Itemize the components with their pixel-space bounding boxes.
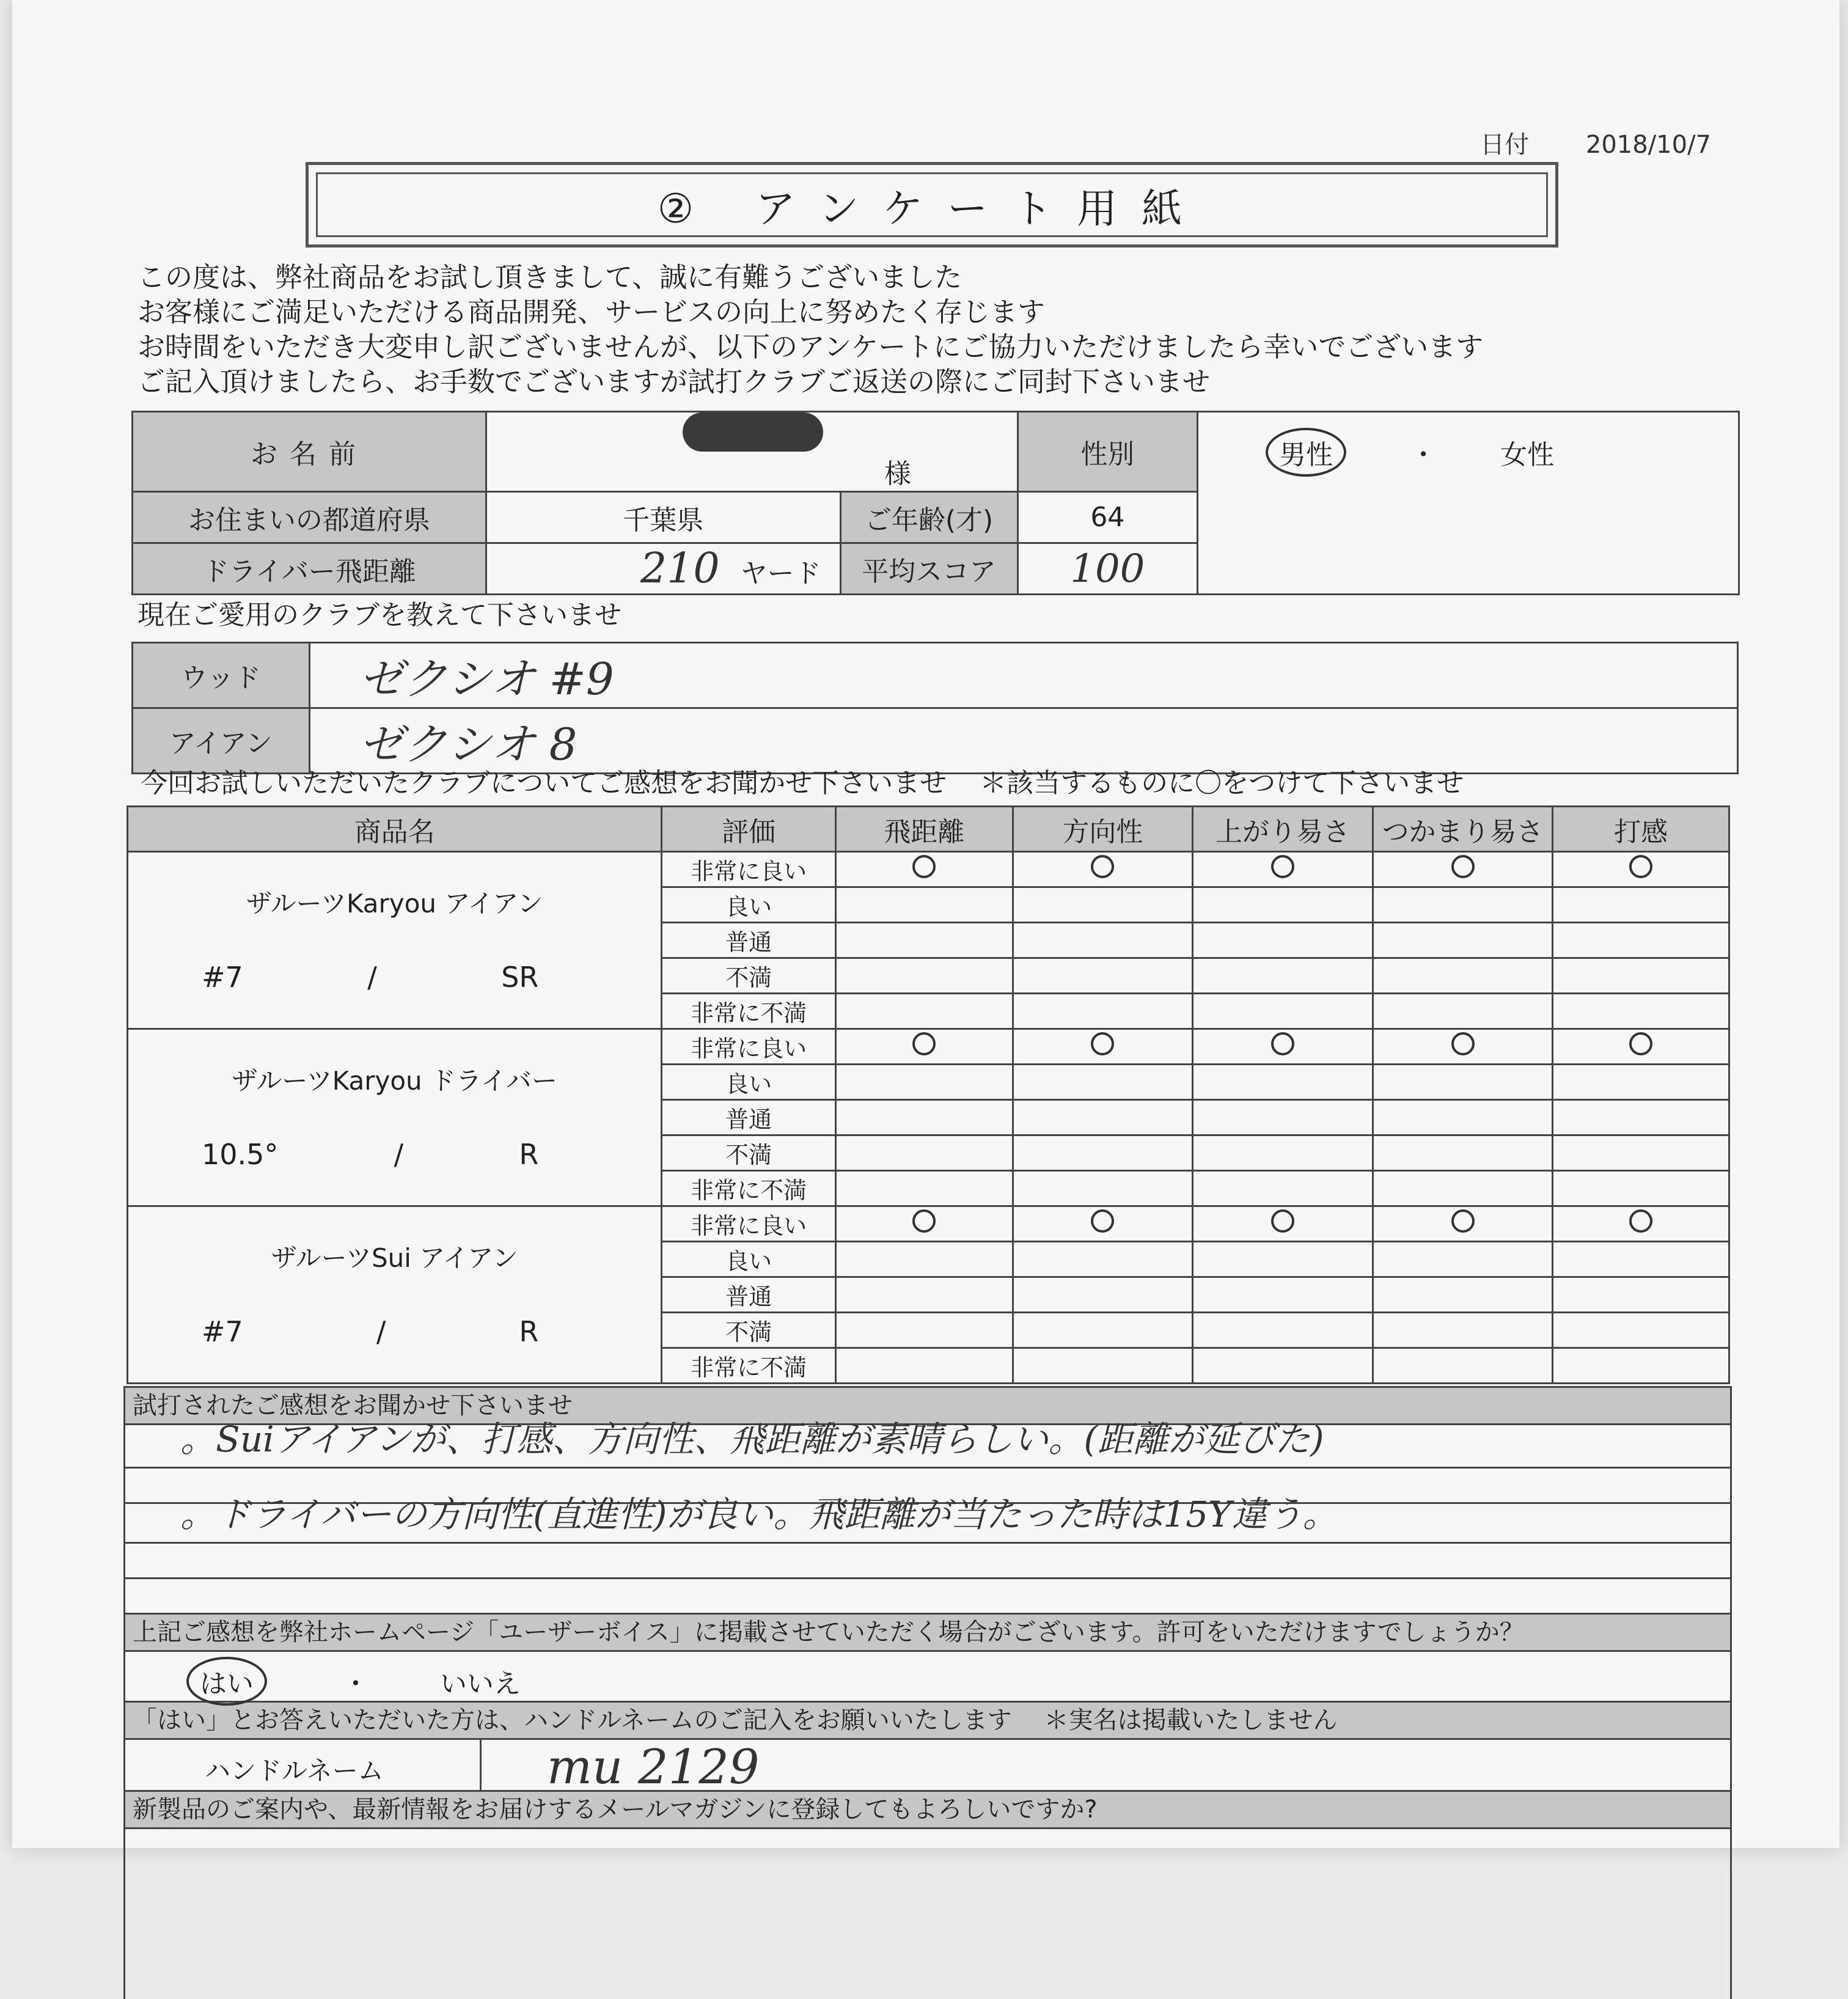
- rating-cell-launch[interactable]: [1193, 1206, 1373, 1242]
- check-circle-icon: [1629, 855, 1652, 878]
- rating-cell-grip[interactable]: [1373, 1171, 1553, 1206]
- rating-label: 非常に良い: [662, 1029, 836, 1065]
- rating-label: 良い: [662, 1242, 836, 1277]
- rating-cell-grip[interactable]: [1373, 1135, 1553, 1171]
- rating-cell-distance[interactable]: [835, 1313, 1013, 1348]
- blank-cell: [1198, 492, 1739, 595]
- product-spec2: R: [519, 1137, 539, 1171]
- rating-cell-direction[interactable]: [1013, 1100, 1193, 1135]
- rating-cell-direction[interactable]: [1013, 1029, 1193, 1065]
- product-slash: /: [367, 960, 377, 994]
- iron-value: ゼクシオ 8: [359, 719, 578, 770]
- rating-cell-distance[interactable]: [835, 1135, 1013, 1171]
- newsletter-question: 新製品のご案内や、最新情報をお届けするメールマガジンに登録してもよろしいですか?: [125, 1792, 1730, 1829]
- rating-row: [128, 852, 1729, 887]
- permission-sep: ・: [342, 1668, 369, 1700]
- permission-question: 上記ご感想を弊社ホームページ「ユーザーボイス」に掲載させていただく場合がございます。許可をいただけますでしょうか？: [125, 1615, 1730, 1652]
- product-name: ザルーツKaryou アイアン: [246, 888, 543, 919]
- handle-note-text: 「はい」とお答えいただいた方は、ハンドルネームのご記入をお願いいたします: [133, 1706, 1012, 1734]
- survey-sheet: [12, 0, 1839, 1848]
- rating-label: 不満: [662, 958, 836, 994]
- evaluation-heading: [141, 761, 1464, 800]
- rating-label: 良い: [662, 887, 836, 923]
- rating-cell-direction[interactable]: [1013, 1242, 1193, 1277]
- gender-male[interactable]: 男性: [1266, 428, 1346, 477]
- rating-row: [128, 1206, 1729, 1242]
- rating-cell-distance[interactable]: [835, 852, 1013, 887]
- evaluation-heading-note: ＊該当するものに〇をつけて下さいませ: [980, 768, 1464, 799]
- gender-label: 性別: [1018, 412, 1198, 492]
- rating-cell-launch[interactable]: [1193, 1348, 1373, 1384]
- rating-cell-direction[interactable]: [1013, 1135, 1193, 1171]
- personal-info-table: [131, 411, 1740, 595]
- rating-cell-grip[interactable]: [1373, 1029, 1553, 1065]
- rating-cell-grip[interactable]: [1373, 1348, 1553, 1384]
- product-cell: [128, 1206, 662, 1384]
- name-label: お名前: [133, 412, 486, 492]
- rating-cell-grip[interactable]: [1373, 1100, 1553, 1135]
- product-cell: [128, 852, 662, 1029]
- rating-cell-launch[interactable]: [1193, 1100, 1373, 1135]
- rating-cell-feel[interactable]: [1553, 994, 1729, 1029]
- handle-divider: [480, 1740, 482, 1790]
- check-circle-icon: [1271, 855, 1294, 878]
- col-distance: 飛距離: [835, 807, 1013, 852]
- rating-cell-direction[interactable]: [1013, 887, 1193, 923]
- rating-cell-direction[interactable]: [1013, 1348, 1193, 1384]
- current-clubs-table: [131, 642, 1739, 774]
- rating-label: 非常に良い: [662, 852, 836, 887]
- date-value: 2018/10/7: [1585, 131, 1711, 159]
- rating-cell-launch[interactable]: [1193, 1171, 1373, 1206]
- rating-cell-feel[interactable]: [1553, 1135, 1729, 1171]
- rating-label: 普通: [662, 923, 836, 958]
- rating-label: 非常に不満: [662, 1171, 836, 1206]
- handle-value[interactable]: mu 2129: [547, 1740, 760, 1795]
- handle-note: [125, 1703, 1730, 1740]
- rating-cell-distance[interactable]: [835, 994, 1013, 1029]
- permission-yes[interactable]: はい: [186, 1657, 267, 1706]
- gender-field[interactable]: [1198, 412, 1739, 492]
- rating-cell-feel[interactable]: [1553, 1313, 1729, 1348]
- rating-label: 非常に不満: [662, 994, 836, 1029]
- product-spec1: #7: [202, 1315, 243, 1348]
- rating-cell-grip[interactable]: [1373, 1242, 1553, 1277]
- handle-note-extra: ＊実名は掲載いたしません: [1044, 1706, 1338, 1734]
- gender-sep: ・: [1410, 439, 1437, 471]
- check-circle-icon: [912, 1209, 936, 1233]
- rating-cell-feel[interactable]: [1553, 1242, 1729, 1277]
- check-circle-icon: [1451, 855, 1475, 878]
- check-circle-icon: [1091, 855, 1114, 878]
- col-product: 商品名: [128, 807, 662, 852]
- name-field[interactable]: [486, 412, 1018, 492]
- check-circle-icon: [1091, 1032, 1114, 1055]
- rating-cell-feel[interactable]: [1553, 887, 1729, 923]
- rating-cell-launch[interactable]: [1193, 1242, 1373, 1277]
- rating-cell-distance[interactable]: [835, 1029, 1013, 1065]
- rating-cell-distance[interactable]: [835, 1206, 1013, 1242]
- rating-cell-launch[interactable]: [1193, 923, 1373, 958]
- check-circle-icon: [912, 1032, 936, 1055]
- rating-cell-direction[interactable]: [1013, 1277, 1193, 1313]
- iron-label: アイアン: [133, 708, 310, 774]
- wood-label: ウッド: [133, 643, 310, 708]
- check-circle-icon: [1629, 1209, 1652, 1233]
- rating-cell-distance[interactable]: [835, 1100, 1013, 1135]
- rating-cell-grip[interactable]: [1373, 994, 1553, 1029]
- product-slash: /: [394, 1137, 404, 1171]
- check-circle-icon: [1451, 1209, 1475, 1233]
- product-spec1: #7: [202, 960, 243, 994]
- rating-cell-grip[interactable]: [1373, 1206, 1553, 1242]
- product-spec: [128, 941, 661, 1014]
- redacted-name: [683, 413, 823, 452]
- rating-cell-distance[interactable]: [835, 958, 1013, 994]
- comment-line-blank[interactable]: [125, 1544, 1730, 1579]
- rating-row: [128, 1029, 1729, 1065]
- comments-section: [123, 1386, 1732, 1999]
- check-circle-icon: [912, 855, 936, 878]
- distance-unit: ヤード: [740, 558, 821, 589]
- rating-cell-feel[interactable]: [1553, 1100, 1729, 1135]
- product-spec2: SR: [501, 960, 539, 994]
- comment-text-1: 。Suiアイアンが、打感、方向性、飛距離が素晴らしい。(距離が延びた): [180, 1418, 1324, 1460]
- distance-value: 210: [640, 545, 720, 593]
- rating-cell-distance[interactable]: [835, 1065, 1013, 1100]
- rating-label: 良い: [662, 1065, 836, 1100]
- rating-cell-distance[interactable]: [835, 1171, 1013, 1206]
- rating-label: 普通: [662, 1277, 836, 1313]
- rating-cell-launch[interactable]: [1193, 1029, 1373, 1065]
- comment-line-1[interactable]: [125, 1418, 1730, 1469]
- wood-value: ゼクシオ #9: [359, 653, 614, 705]
- rating-cell-grip[interactable]: [1373, 1065, 1553, 1100]
- distance-field[interactable]: [486, 543, 840, 595]
- col-direction: 方向性: [1013, 807, 1193, 852]
- permission-answer: [125, 1652, 1730, 1703]
- rating-label: 不満: [662, 1313, 836, 1348]
- rating-cell-direction[interactable]: [1013, 1171, 1193, 1206]
- gender-female[interactable]: 女性: [1500, 439, 1555, 471]
- handle-label: ハンドルネーム: [205, 1756, 384, 1786]
- score-field[interactable]: [1018, 543, 1198, 595]
- handle-row: [125, 1740, 1730, 1795]
- rating-cell-grip[interactable]: [1373, 852, 1553, 887]
- product-cell: [128, 1029, 662, 1206]
- title-box: [306, 162, 1558, 248]
- intro-line: お客様にご満足いただける商品開発、サービスの向上に努めたく存じます: [138, 296, 1046, 328]
- intro-text: [138, 260, 1483, 399]
- date-label: 日付: [1480, 131, 1530, 159]
- rating-label: 普通: [662, 1100, 836, 1135]
- rating-cell-launch[interactable]: [1193, 1277, 1373, 1313]
- age-value[interactable]: 64: [1018, 492, 1198, 543]
- col-launch: 上がり易さ: [1193, 807, 1373, 852]
- rating-cell-grip[interactable]: [1373, 887, 1553, 923]
- check-circle-icon: [1271, 1032, 1294, 1055]
- rating-cell-feel[interactable]: [1553, 852, 1729, 887]
- score-label: 平均スコア: [840, 543, 1018, 595]
- rating-cell-grip[interactable]: [1373, 1313, 1553, 1348]
- check-circle-icon: [1271, 1209, 1294, 1233]
- rating-cell-direction[interactable]: [1013, 958, 1193, 994]
- intro-line: お時間をいただき大変申し訳ございませんが、以下のアンケートにご協力いただけましたら幸いでございます: [138, 331, 1484, 363]
- rating-cell-launch[interactable]: [1193, 1313, 1373, 1348]
- evaluation-heading-text: 今回お試しいただいたクラブについてご感想をお聞かせ下さいませ: [141, 768, 947, 799]
- rating-cell-distance[interactable]: [835, 887, 1013, 923]
- score-value: 100: [1070, 546, 1145, 592]
- product-spec: [128, 1118, 661, 1191]
- rating-cell-feel[interactable]: [1553, 1171, 1729, 1206]
- check-circle-icon: [1629, 1032, 1652, 1055]
- rating-cell-distance[interactable]: [835, 1242, 1013, 1277]
- product-spec1: 10.5°: [202, 1137, 279, 1171]
- rating-cell-direction[interactable]: [1013, 1206, 1193, 1242]
- rating-cell-feel[interactable]: [1553, 1348, 1729, 1384]
- rating-label: 不満: [662, 1135, 836, 1171]
- name-suffix: 様: [884, 458, 911, 490]
- product-name: ザルーツSui アイアン: [271, 1242, 518, 1273]
- rating-cell-direction[interactable]: [1013, 994, 1193, 1029]
- prefecture-label: お住まいの都道府県: [133, 492, 486, 543]
- intro-line: この度は、弊社商品をお試し頂きまして、誠に有難うございました: [138, 261, 963, 293]
- rating-cell-distance[interactable]: [835, 1277, 1013, 1313]
- rating-cell-launch[interactable]: [1193, 1065, 1373, 1100]
- age-label: ご年齢(才): [840, 492, 1018, 543]
- permission-no[interactable]: いいえ: [440, 1668, 521, 1700]
- rating-cell-launch[interactable]: [1193, 1135, 1373, 1171]
- comment-line-blank[interactable]: [125, 1579, 1730, 1615]
- rating-cell-distance[interactable]: [835, 1348, 1013, 1384]
- rating-cell-feel[interactable]: [1553, 1065, 1729, 1100]
- rating-cell-direction[interactable]: [1013, 1065, 1193, 1100]
- rating-cell-feel[interactable]: [1553, 1029, 1729, 1065]
- rating-cell-grip[interactable]: [1373, 1277, 1553, 1313]
- comment-line-2[interactable]: [125, 1494, 1730, 1544]
- rating-cell-direction[interactable]: [1013, 852, 1193, 887]
- rating-label: 非常に不満: [662, 1348, 836, 1384]
- rating-cell-feel[interactable]: [1553, 1206, 1729, 1242]
- evaluation-table: [127, 805, 1730, 1384]
- check-circle-icon: [1091, 1209, 1114, 1233]
- rating-cell-grip[interactable]: [1373, 923, 1553, 958]
- comment-text-2: 。ドライバーの方向性(直進性)が良い。飛距離が当たった時は15Y違う。: [180, 1494, 1338, 1535]
- rating-cell-feel[interactable]: [1553, 958, 1729, 994]
- col-rating: 評価: [662, 807, 836, 852]
- rating-cell-grip[interactable]: [1373, 958, 1553, 994]
- product-spec2: R: [519, 1315, 539, 1348]
- rating-cell-launch[interactable]: [1193, 958, 1373, 994]
- page-title: ② アンケート用紙: [316, 172, 1548, 237]
- rating-cell-launch[interactable]: [1193, 852, 1373, 887]
- rating-cell-direction[interactable]: [1013, 1313, 1193, 1348]
- rating-cell-direction[interactable]: [1013, 923, 1193, 958]
- product-slash: /: [376, 1315, 386, 1348]
- rating-cell-launch[interactable]: [1193, 994, 1373, 1029]
- rating-cell-distance[interactable]: [835, 923, 1013, 958]
- product-name: ザルーツKaryou ドライバー: [232, 1065, 557, 1096]
- product-spec: [128, 1295, 661, 1368]
- intro-line: ご記入頂けましたら、お手数でございますが試打クラブご返送の際にご同封下さいませ: [138, 365, 1211, 398]
- rating-label: 非常に良い: [662, 1206, 836, 1242]
- col-grip: つかまり易さ: [1373, 807, 1553, 852]
- rating-cell-launch[interactable]: [1193, 887, 1373, 923]
- date-row: [1480, 125, 1711, 160]
- rating-cell-feel[interactable]: [1553, 923, 1729, 958]
- wood-field[interactable]: [309, 643, 1737, 708]
- distance-label: ドライバー飛距離: [133, 543, 486, 595]
- clubs-heading: 現在ご愛用のクラブを教えて下さいませ: [138, 600, 622, 631]
- col-feel: 打感: [1553, 807, 1729, 852]
- prefecture-value[interactable]: 千葉県: [486, 492, 840, 543]
- comments-heading: 試打されたご感想をお聞かせ下さいませ: [125, 1388, 1730, 1425]
- rating-cell-feel[interactable]: [1553, 1277, 1729, 1313]
- check-circle-icon: [1451, 1032, 1475, 1055]
